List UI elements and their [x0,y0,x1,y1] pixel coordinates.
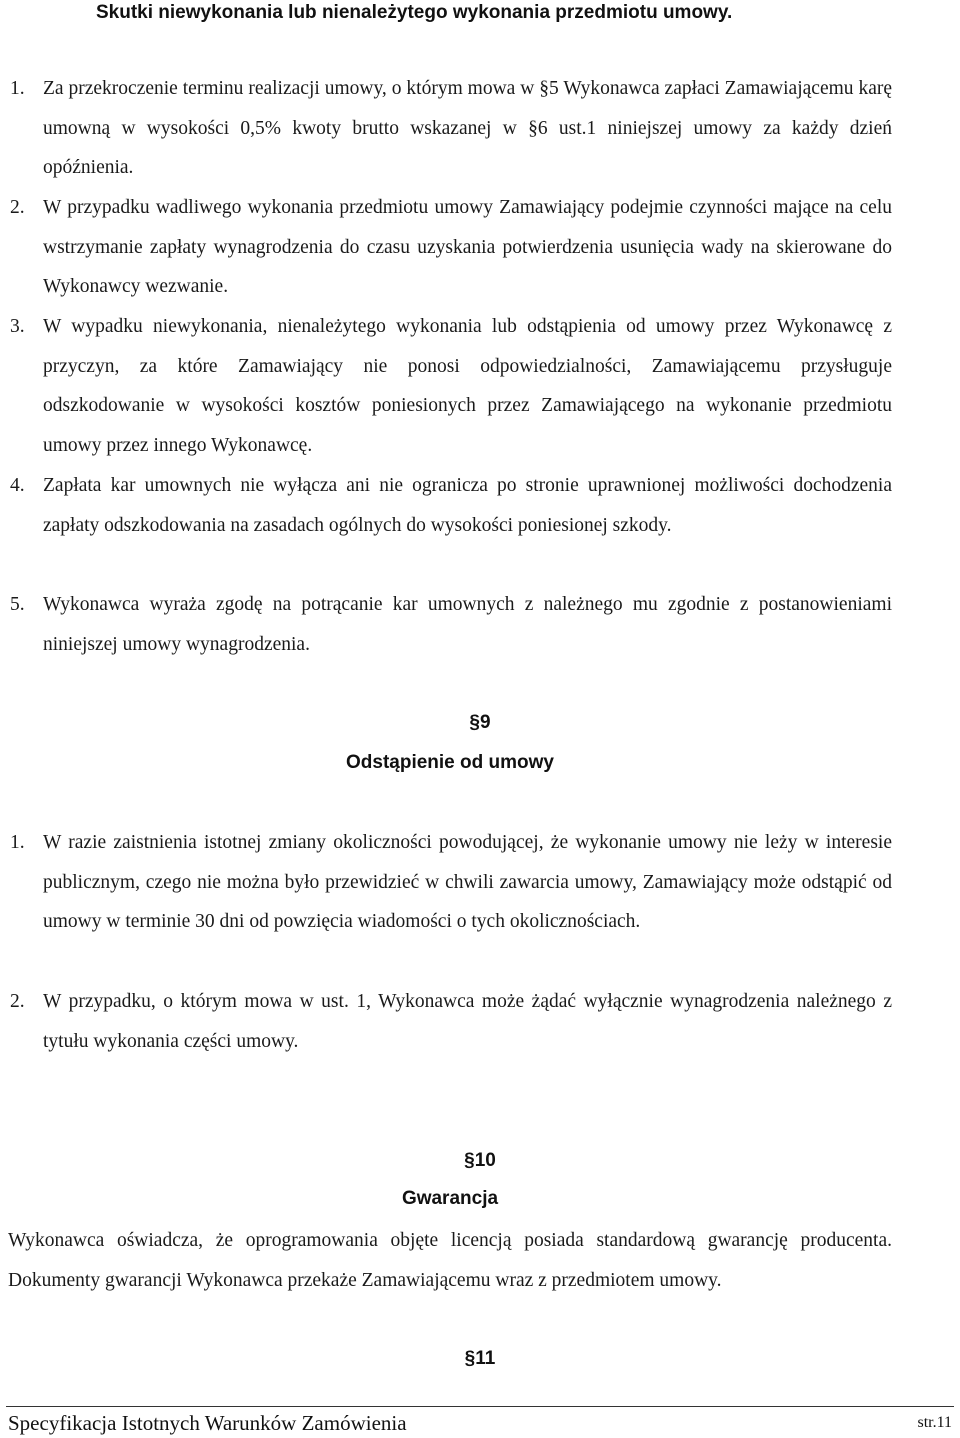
paragraph: Wykonawca oświadcza, że oprogramowania objęte licencją posiada standardową gwarancję producenta. Dokumenty gwarancji Wykonawca przekaże Zamawiającemu wraz z przedmiotem umowy. [8,1230,892,1291]
item-number: 1. [10,832,25,853]
list-item [10,982,892,1061]
item-number: 4. [10,475,25,496]
item-text: Wykonawca wyraża zgodę na potrącanie kar umownych z należnego mu zgodnie z postanowieniami niniejszej umowy wynagrodzenia. [43,594,892,655]
list-item [10,585,892,664]
section-heading: Skutki niewykonania lub nienależytego wykonania przedmiotu umowy. [96,2,733,23]
item-text: W wypadku niewykonania, nienależytego wykonania lub odstąpienia od umowy przez Wykonawcę z przyczyn, za które Zamawiający nie ponosi odpowiedzialności, Zamawiającemu przysługuje odszkodowanie w wysokości kosztów poniesionych przez Zamawiającego na wykonanie przedmiotu umowy przez innego Wykonawcę. [43,316,892,456]
item-text: Za przekroczenie terminu realizacji umowy, o którym mowa w §5 Wykonawca zapłaci Zamawiającemu karę umowną w wysokości 0,5% kwoty brutto wskazanej w §6 ust.1 niniejszej umowy za każdy dzień opóźnienia. [43,78,892,178]
item-number: 2. [10,197,25,218]
item-number: 3. [10,316,25,337]
item-number: 2. [10,991,25,1012]
list-item [10,307,892,465]
item-text: Zapłata kar umownych nie wyłącza ani nie ogranicza po stronie uprawnionej możliwości dochodzenia zapłaty odszkodowania na zasadach ogólnych do wysokości poniesionej szkody. [43,475,892,536]
section-title: Gwarancja [401,1188,499,1209]
section-title: Odstąpienie od umowy [346,752,554,773]
item-number: 5. [10,594,25,615]
item-text: W przypadku, o którym mowa w ust. 1, Wykonawca może żądać wyłącznie wynagrodzenia należnego z tytułu wykonania części umowy. [43,991,892,1052]
section-mark: §9 [469,712,491,733]
list-item [10,823,892,942]
section-mark: §10 [464,1150,496,1171]
list-item [10,466,892,545]
item-text: W razie zaistnienia istotnej zmiany okoliczności powodującej, że wykonanie umowy nie leży w interesie publicznym, czego nie można było przewidzieć w chwili zawarcia umowy, Zamawiający może odstąpić od umowy w terminie 30 dni od powzięcia wiadomości o tych okolicznościach. [43,832,892,932]
section-mark: §11 [464,1348,496,1369]
footer-divider [6,1406,954,1407]
list-item [10,69,892,188]
footer-title: Specyfikacja Istotnych Warunków Zamówienia [8,1411,407,1435]
page-number: str.11 [917,1414,952,1431]
item-text: W przypadku wadliwego wykonania przedmiotu umowy Zamawiający podejmie czynności mające na celu wstrzymanie zapłaty wynagrodzenia do czasu uzyskania potwierdzenia usunięcia wady na skierowane do Wykonawcy wezwanie. [43,197,892,297]
item-number: 1. [10,78,25,99]
list-item [10,188,892,307]
